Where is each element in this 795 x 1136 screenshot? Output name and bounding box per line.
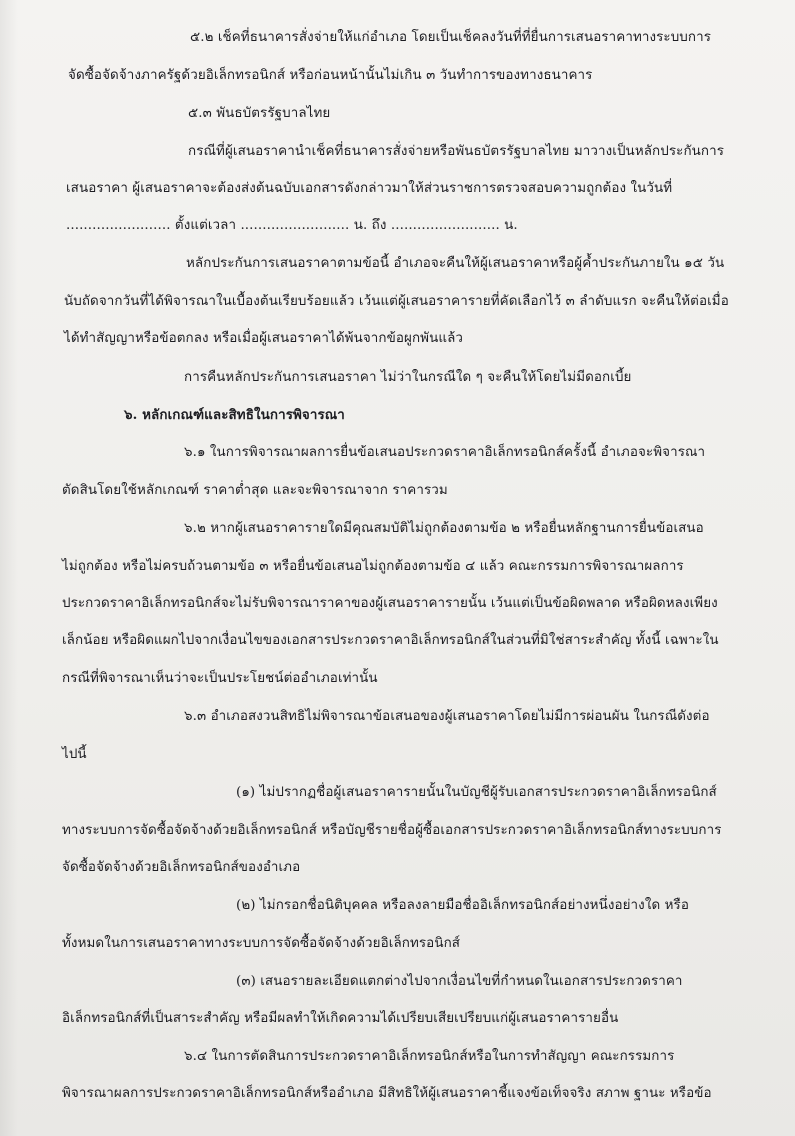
- page-shadow: [0, 0, 18, 1136]
- text-line: กรณีที่ผู้เสนอราคานำเช็คที่ธนาคารสั่งจ่ายหรือพันธบัตรรัฐบาลไทย มาวางเป็นหลักประกันการ: [188, 144, 725, 159]
- text-line: ทั้งหมดในการเสนอราคาทางระบบการจัดซื้อจัดจ้างด้วยอิเล็กทรอนิกส์: [62, 936, 461, 951]
- text-line: กรณีที่พิจารณาเห็นว่าจะเป็นประโยชน์ต่ออำเภอเท่านั้น: [62, 671, 378, 686]
- text-line: ประกวดราคาอิเล็กทรอนิกส์จะไม่รับพิจารณาราคาของผู้เสนอราคารายนั้น เว้นแต่เป็นข้อผิดพลาด หรือผิดหลงเพียง: [62, 596, 718, 611]
- text-line: อิเล็กทรอนิกส์ที่เป็นสาระสำคัญ หรือมีผลทำให้เกิดความได้เปรียบเสียเปรียบแก่ผู้เสนอราคารายอื่น: [62, 1011, 619, 1026]
- text-line: ๕.๓ พันธบัตรรัฐบาลไทย: [188, 106, 331, 121]
- text-line: (๓) เสนอรายละเอียดแตกต่างไปจากเงื่อนไขที่กำหนดในเอกสารประกวดราคา: [236, 974, 683, 989]
- text-line: ........................ ตั้งแต่เวลา ......................... น. ถึง ......................... น.: [66, 218, 518, 233]
- text-line: จัดซื้อจัดจ้างด้วยอิเล็กทรอนิกส์ของอำเภอ: [62, 860, 301, 875]
- text-line: ไม่ถูกต้อง หรือไม่ครบถ้วนตามข้อ ๓ หรือยื่นข้อเสนอไม่ถูกต้องตามข้อ ๔ แล้ว คณะกรรมการพิจารณาผลการ: [62, 559, 684, 574]
- text-line: ไปนี้: [62, 747, 87, 762]
- text-line: ได้ทำสัญญาหรือข้อตกลง หรือเมื่อผู้เสนอราคาได้พ้นจากข้อผูกพันแล้ว: [64, 331, 464, 346]
- text-line: (๑) ไม่ปรากฏชื่อผู้เสนอราคารายนั้นในบัญชีผู้รับเอกสารประกวดราคาอิเล็กทรอนิกส์: [236, 785, 717, 800]
- text-line: ตัดสินโดยใช้หลักเกณฑ์ ราคาต่ำสุด และจะพิจารณาจาก ราคารวม: [62, 483, 448, 498]
- text-line: การคืนหลักประกันการเสนอราคา ไม่ว่าในกรณีใด ๆ จะคืนให้โดยไม่มีดอกเบี้ย: [184, 370, 632, 385]
- text-line: ๖.๒ หากผู้เสนอราคารายใดมีคุณสมบัติไม่ถูกต้องตามข้อ ๒ หรือยื่นหลักฐานการยื่นข้อเสนอ: [184, 521, 704, 536]
- section-heading: ๖. หลักเกณฑ์และสิทธิในการพิจารณา: [124, 407, 345, 423]
- text-line: ๖.๑ ในการพิจารณาผลการยื่นข้อเสนอประกวดราคาอิเล็กทรอนิกส์ครั้งนี้ อำเภอจะพิจารณา: [184, 445, 706, 460]
- text-line: ๕.๒ เช็คที่ธนาคารสั่งจ่ายให้แก่อำเภอ โดยเป็นเช็คลงวันที่ที่ยื่นการเสนอราคาทางระบบการ: [190, 30, 712, 45]
- text-line: จัดซื้อจัดจ้างภาครัฐด้วยอิเล็กทรอนิกส์ หรือก่อนหน้านั้นไม่เกิน ๓ วันทำการของทางธนาคาร: [68, 68, 593, 83]
- text-line: พิจารณาผลการประกวดราคาอิเล็กทรอนิกส์หรืออำเภอ มีสิทธิให้ผู้เสนอราคาชี้แจงข้อเท็จจริง สภาพ ฐานะ หรือข้อ: [62, 1086, 712, 1101]
- text-line: ๖.๓ อำเภอสงวนสิทธิไม่พิจารณาข้อเสนอของผู้เสนอราคาโดยไม่มีการผ่อนผัน ในกรณีดังต่อ: [184, 709, 710, 724]
- text-line: ๖.๔ ในการตัดสินการประกวดราคาอิเล็กทรอนิกส์หรือในการทำสัญญา คณะกรรมการ: [184, 1049, 675, 1064]
- text-line: เสนอราคา ผู้เสนอราคาจะต้องส่งต้นฉบับเอกสารดังกล่าวมาให้ส่วนราชการตรวจสอบความถูกต้อง ในวันที่: [66, 181, 673, 196]
- text-line: (๒) ไม่กรอกชื่อนิติบุคคล หรือลงลายมือชื่ออิเล็กทรอนิกส์อย่างหนึ่งอย่างใด หรือ: [236, 898, 689, 913]
- text-line: หลักประกันการเสนอราคาตามข้อนี้ อำเภอจะคืนให้ผู้เสนอราคาหรือผู้ค้ำประกันภายใน ๑๕ วัน: [186, 256, 725, 271]
- text-line: เล็กน้อย หรือผิดแผกไปจากเงื่อนไขของเอกสารประกวดราคาอิเล็กทรอนิกส์ในส่วนที่มิใช่สาระสำคัญ ทั้งนี้ เฉพาะใน: [62, 633, 719, 648]
- text-line: นับถัดจากวันที่ได้พิจารณาในเบื้องต้นเรียบร้อยแล้ว เว้นแต่ผู้เสนอราคารายที่คัดเลือกไว้ ๓ ลำดับแรก จะคืนให้ต่อเมื่อ: [64, 294, 729, 309]
- text-line: ทางระบบการจัดซื้อจัดจ้างด้วยอิเล็กทรอนิกส์ หรือบัญชีรายชื่อผู้ซื้อเอกสารประกวดราคาอิเล็กทรอนิกส์ทางระบบการ: [62, 823, 722, 838]
